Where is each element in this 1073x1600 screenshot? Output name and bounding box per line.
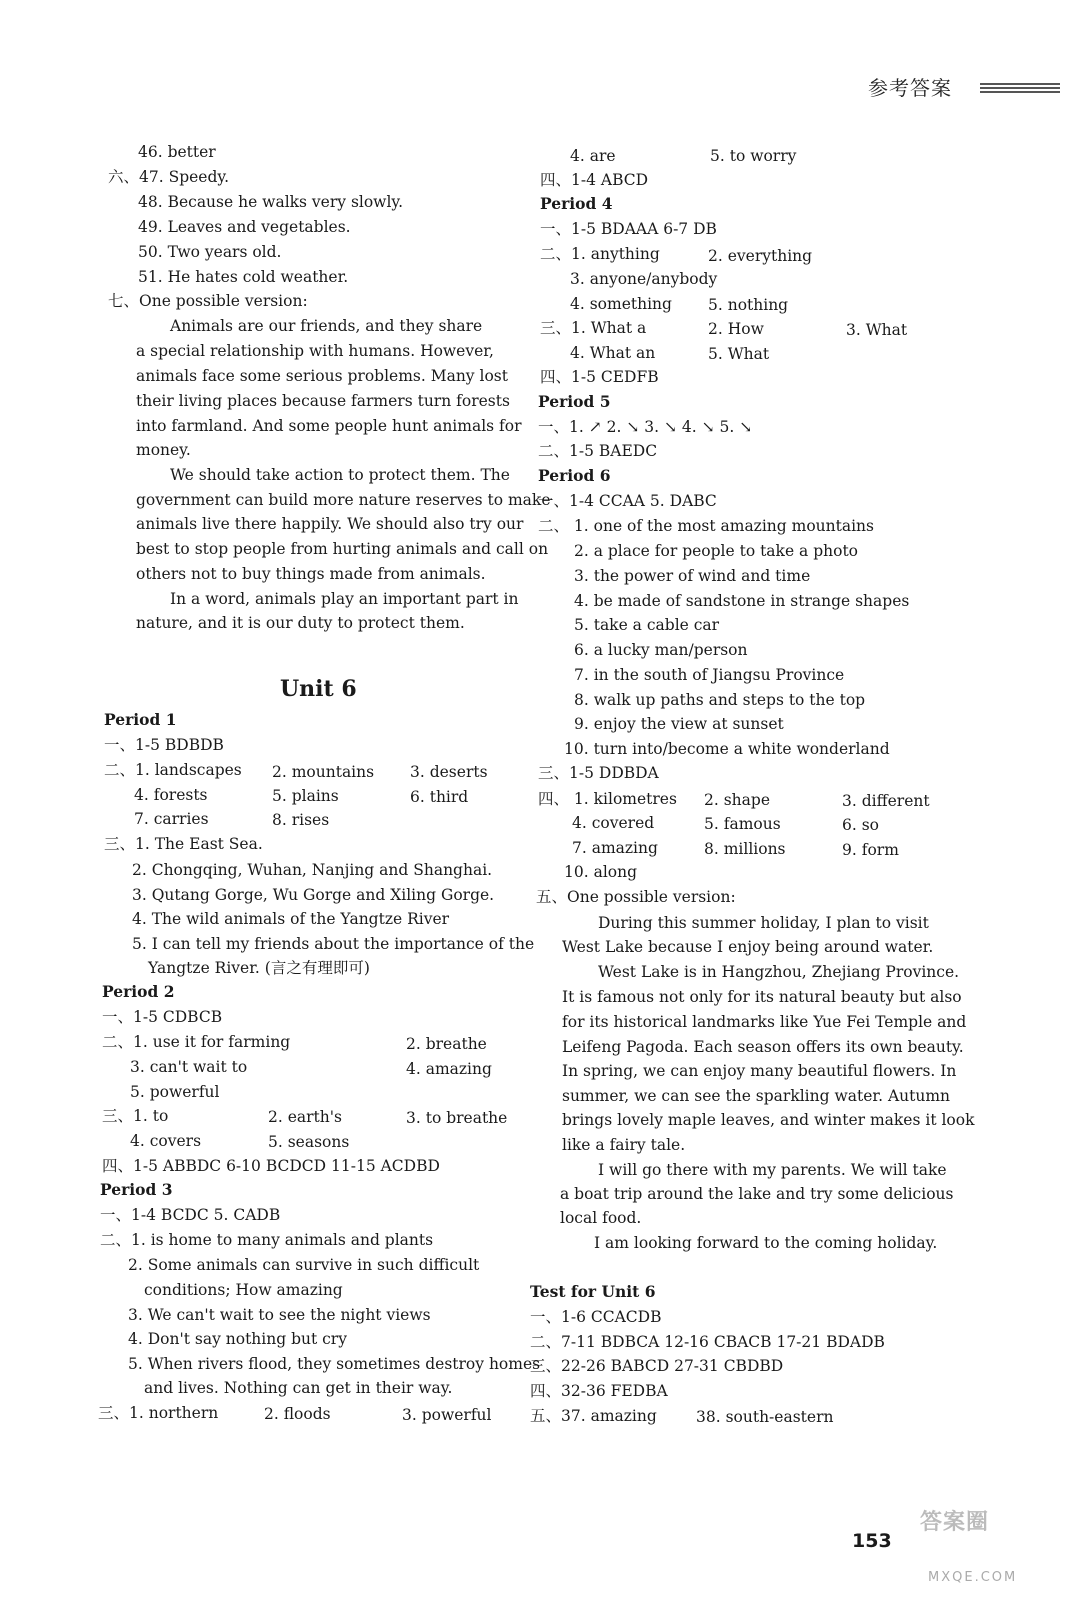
answer-item: 5. powerful <box>130 1083 220 1101</box>
answer-line: 五、One possible version: <box>536 888 736 906</box>
answer-line: 3. Qutang Gorge, Wu Gorge and Xiling Gorge. <box>132 886 495 904</box>
essay-line: a special relationship with humans. However, <box>136 342 494 360</box>
period-heading: Period 1 <box>104 710 177 729</box>
period-heading: Period 3 <box>100 1180 173 1199</box>
answer-item: 2. shape <box>704 791 770 809</box>
answer-line: 46. better <box>138 143 216 161</box>
answer-line: 一、1-4 CCAA 5. DABC <box>538 492 717 510</box>
answer-line: 三、1-5 DDBDA <box>538 764 659 782</box>
essay-line: Leifeng Pagoda. Each season offers its own beauty. <box>562 1038 964 1056</box>
answer-item: 5. famous <box>704 815 781 833</box>
essay-line: In spring, we can enjoy many beautiful flowers. In <box>562 1062 957 1080</box>
answer-line: 一、1-5 BDAAA 6-7 DB <box>540 220 717 238</box>
answer-item: 5. nothing <box>708 296 789 314</box>
answer-item: 4. covered <box>572 814 655 832</box>
answer-item: 6. third <box>410 788 469 806</box>
essay-line: Animals are our friends, and they share <box>170 317 483 335</box>
answer-item: 38. south-eastern <box>696 1408 834 1426</box>
answer-line: 七、One possible version: <box>108 292 308 310</box>
essay-line: their living places because farmers turn forests <box>136 392 510 410</box>
answer-line: 四、1-5 CEDFB <box>540 368 659 386</box>
answer-item: 8. rises <box>272 811 330 829</box>
answer-item: 2. How <box>708 320 764 338</box>
answer-line: 4. Don't say nothing but cry <box>128 1330 347 1348</box>
answer-line: 六、47. Speedy. <box>108 168 230 186</box>
answer-line: 48. Because he walks very slowly. <box>138 193 404 211</box>
answer-item: 4. amazing <box>406 1060 492 1078</box>
answer-line: 一、1-5 BDBDB <box>104 736 224 754</box>
answer-line: 二、 1. one of the most amazing mountains <box>538 517 874 535</box>
essay-line: for its historical landmarks like Yue Fei Temple and <box>562 1013 967 1031</box>
answer-line: 一、1. ↗ 2. ↘ 3. ↘ 4. ↘ 5. ↘ <box>538 418 753 436</box>
answer-item: 3. can't wait to <box>130 1058 248 1076</box>
essay-line: During this summer holiday, I plan to visit <box>598 914 929 932</box>
answer-line: 三、22-26 BABCD 27-31 CBDBD <box>530 1357 784 1375</box>
answer-line: 51. He hates cold weather. <box>138 268 349 286</box>
essay-line: I will go there with my parents. We will take <box>598 1161 947 1179</box>
answer-item: 4. covers <box>130 1132 202 1150</box>
essay-line: animals face some serious problems. Many lost <box>136 367 508 385</box>
essay-line: brings lovely maple leaves, and winter makes it look <box>562 1111 975 1129</box>
answer-item: 2. mountains <box>272 763 375 781</box>
answer-item: 6. so <box>842 816 880 834</box>
essay-line: government can build more nature reserves to make <box>136 491 551 509</box>
answer-line: 2. Some animals can survive in such difficult <box>128 1256 480 1274</box>
essay-line: like a fairy tale. <box>562 1136 686 1154</box>
answer-line: 9. enjoy the view at sunset <box>574 715 784 733</box>
answer-item: 4. are <box>570 147 616 165</box>
answer-line: 一、1-6 CCACDB <box>530 1308 662 1326</box>
answer-line: 二、1. is home to many animals and plants <box>100 1231 434 1249</box>
watermark-logo: 答案圈 <box>920 1510 990 1535</box>
essay-line: West Lake because I enjoy being around water. <box>562 938 934 956</box>
answer-item: 7. amazing <box>572 839 658 857</box>
answer-item: 5. to worry <box>710 147 797 165</box>
answer-item: 3. to breathe <box>406 1109 508 1127</box>
answer-line: 4. be made of sandstone in strange shapes <box>574 592 910 610</box>
period-heading: Period 6 <box>538 466 611 485</box>
essay-line: best to stop people from hurting animals and call on <box>136 540 549 558</box>
answer-line: 10. turn into/become a white wonderland <box>564 740 890 758</box>
answer-item: 9. form <box>842 841 899 859</box>
answer-line: 一、1-4 BCDC 5. CADB <box>100 1206 281 1224</box>
answer-line: 三、1. The East Sea. <box>104 835 263 853</box>
answer-line: 2. a place for people to take a photo <box>574 542 859 560</box>
answer-line: 三、1. What a <box>540 319 647 337</box>
answer-line: 四、32-36 FEDBA <box>530 1382 668 1400</box>
answer-line: 二、1. landscapes <box>104 761 242 779</box>
answer-line: 二、1. use it for farming <box>102 1033 291 1051</box>
answer-line: 7. in the south of Jiangsu Province <box>574 666 845 684</box>
answer-item: 7. carries <box>134 810 209 828</box>
answer-item: 3. anyone/anybody <box>570 270 718 288</box>
page-number: 153 <box>852 1530 892 1552</box>
test-heading: Test for Unit 6 <box>530 1282 656 1301</box>
answer-item: 5. seasons <box>268 1133 350 1151</box>
answer-line: 8. walk up paths and steps to the top <box>574 691 866 709</box>
answer-line: 四、 1. kilometres <box>538 790 677 808</box>
essay-line: It is famous not only for its natural beauty but also <box>562 988 962 1006</box>
essay-line: I am looking forward to the coming holiday. <box>594 1234 938 1252</box>
answer-line: conditions; How amazing <box>144 1281 343 1299</box>
answer-item: 10. along <box>564 863 638 881</box>
answer-line: 二、1. anything <box>540 245 660 263</box>
answer-item: 4. What an <box>570 344 656 362</box>
answer-line: 50. Two years old. <box>138 243 282 261</box>
answer-line: 4. The wild animals of the Yangtze River <box>132 910 450 928</box>
essay-line: West Lake is in Hangzhou, Zhejiang Province. <box>598 963 960 981</box>
period-heading: Period 4 <box>540 194 613 213</box>
answer-line: 五、37. amazing <box>530 1407 657 1425</box>
answer-item: 3. powerful <box>402 1406 492 1424</box>
answer-line: 5. When rivers flood, they sometimes destroy homes <box>128 1355 541 1373</box>
answer-line: 3. the power of wind and time <box>574 567 811 585</box>
essay-line: a boat trip around the lake and try some delicious <box>560 1185 954 1203</box>
answer-item: 5. plains <box>272 787 339 805</box>
answer-line: 49. Leaves and vegetables. <box>138 218 351 236</box>
answer-line: 3. We can't wait to see the night views <box>128 1306 431 1324</box>
essay-line: In a word, animals play an important part in <box>170 590 519 608</box>
unit-title: Unit 6 <box>280 676 357 702</box>
answer-line: 四、1-5 ABBDC 6-10 BCDCD 11-15 ACDBD <box>102 1157 440 1175</box>
answer-item: 2. earth's <box>268 1108 342 1126</box>
essay-line: summer, we can see the sparkling water. Autumn <box>562 1087 951 1105</box>
answer-line: 2. Chongqing, Wuhan, Nanjing and Shanghai. <box>132 861 493 879</box>
answer-item: 2. everything <box>708 247 813 265</box>
answer-line: Yangtze River. (言之有理即可) <box>148 959 370 977</box>
period-heading: Period 2 <box>102 982 175 1001</box>
answer-line: 一、1-5 CDBCB <box>102 1008 223 1026</box>
answer-line: 四、1-4 ABCD <box>540 171 649 189</box>
essay-line: nature, and it is our duty to protect them. <box>136 614 465 632</box>
answer-line: 二、1-5 BAEDC <box>538 442 658 460</box>
essay-line: money. <box>136 441 191 459</box>
answer-item: 4. forests <box>134 786 208 804</box>
header-decoration <box>980 83 1060 97</box>
answer-item: 8. millions <box>704 840 786 858</box>
essay-line: local food. <box>560 1209 642 1227</box>
essay-line: We should take action to protect them. The <box>170 466 510 484</box>
answer-item: 3. different <box>842 792 930 810</box>
answer-item: 3. deserts <box>410 763 488 781</box>
answer-item: 2. breathe <box>406 1035 487 1053</box>
essay-line: others not to buy things made from animals. <box>136 565 486 583</box>
essay-line: animals live there happily. We should also try our <box>136 515 524 533</box>
watermark-url: MXQE.COM <box>928 1570 1018 1585</box>
answer-item: 5. What <box>708 345 770 363</box>
answer-line: and lives. Nothing can get in their way. <box>144 1379 453 1397</box>
period-heading: Period 5 <box>538 392 611 411</box>
answer-item: 3. What <box>846 321 908 339</box>
answer-item: 4. something <box>570 295 672 313</box>
answer-line: 二、7-11 BDBCA 12-16 CBACB 17-21 BDADB <box>530 1333 885 1351</box>
page-header: 参考答案 <box>868 76 952 100</box>
answer-item: 2. floods <box>264 1405 331 1423</box>
essay-line: into farmland. And some people hunt animals for <box>136 417 522 435</box>
answer-line: 三、1. to <box>102 1107 169 1125</box>
answer-line: 三、1. northern <box>98 1404 219 1422</box>
answer-line: 5. take a cable car <box>574 616 720 634</box>
answer-line: 6. a lucky man/person <box>574 641 748 659</box>
answer-line: 5. I can tell my friends about the importance of the <box>132 935 535 953</box>
